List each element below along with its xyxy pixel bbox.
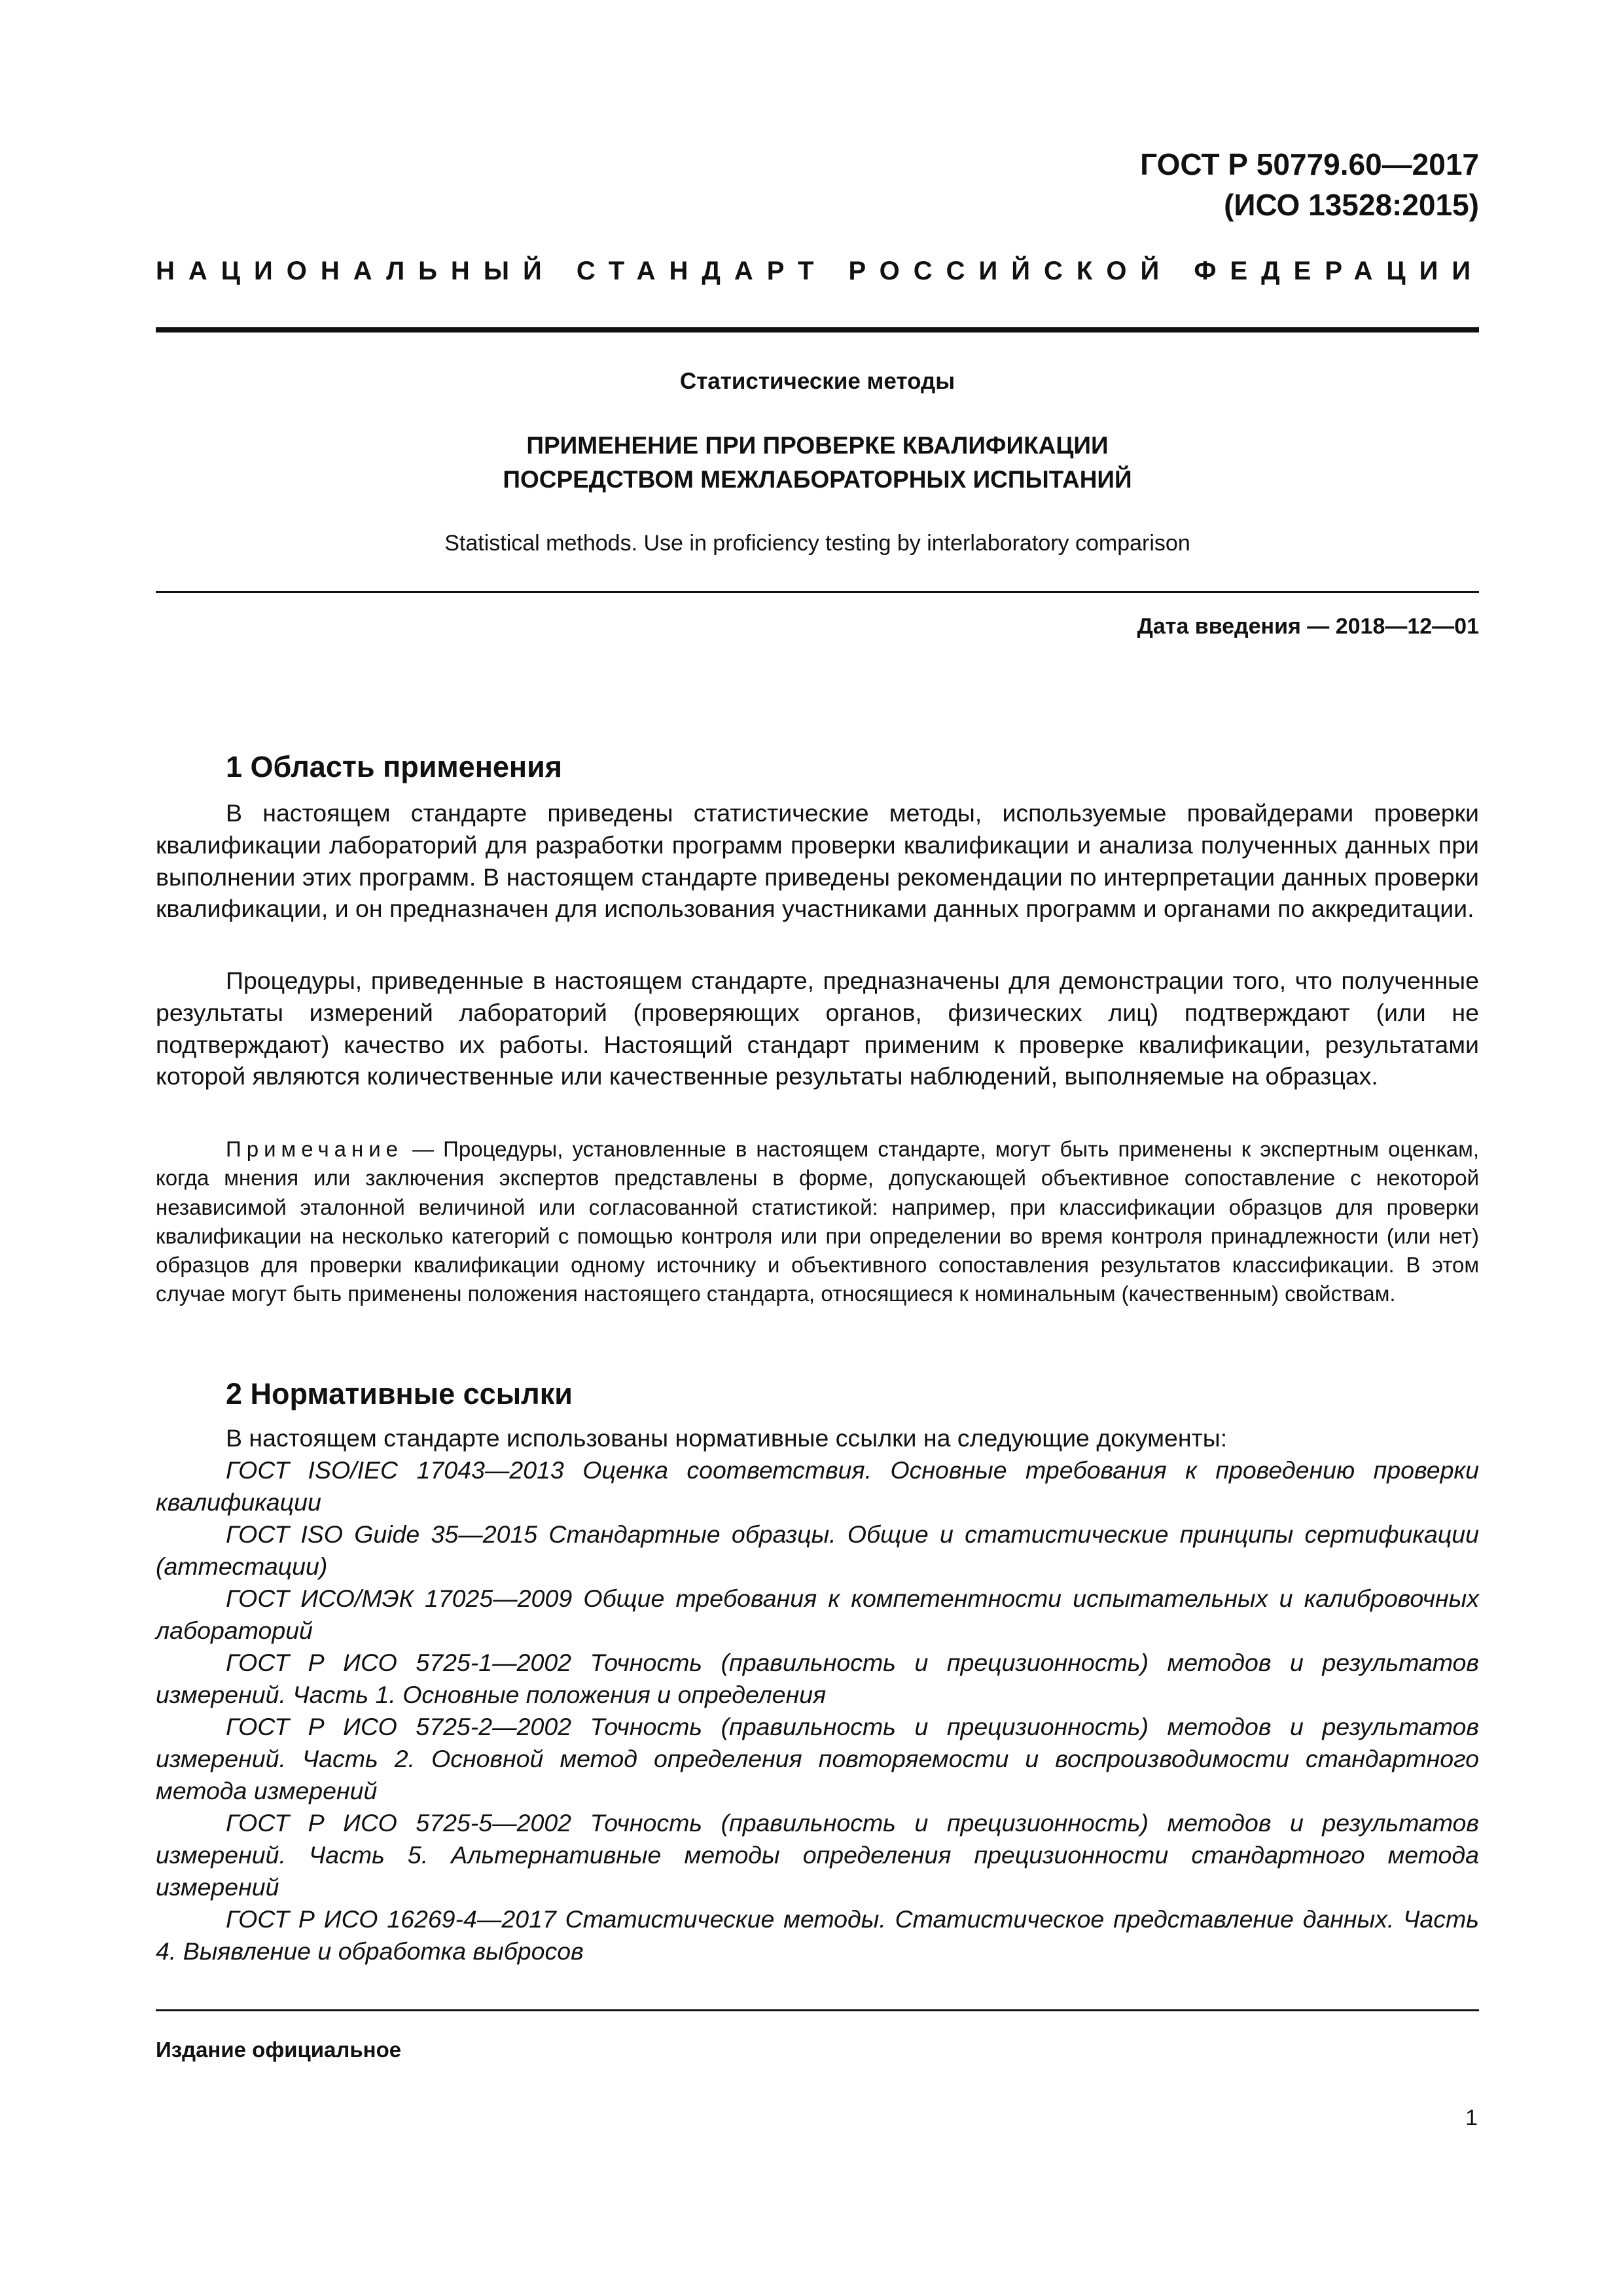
section-1-paragraph-1: В настоящем стандарте приведены статистические методы, используемые провайдерами проверки квалификации лабораторий для разработки программ проверки квалификации и анализа полученных данных при выполнении этих программ. В настоящем стандарте приведены рекомендации по интерпретации данных проверки квалификации, и он предназначен для использования участниками данных программ и органами по аккредитации. xyxy=(156,799,1479,923)
title-rule xyxy=(156,591,1479,593)
section-1-note xyxy=(156,1135,1479,1309)
standard-code: ГОСТ Р 50779.60—2017 xyxy=(1140,147,1479,181)
main-title-line-2: ПОСРЕДСТВОМ МЕЖЛАБОРАТОРНЫХ ИСПЫТАНИЙ xyxy=(503,466,1132,493)
reference-item: ГОСТ Р ИСО 5725-5—2002 Точность (правильность и прецизионность) методов и результатов измерений. Часть 5. Альтернативные методы определения прецизионности стандартного метода измерений xyxy=(156,1809,1479,1901)
iso-equivalent-code: (ИСО 13528:2015) xyxy=(1224,188,1479,222)
series-title: Статистические методы xyxy=(679,368,955,394)
header-rule xyxy=(156,327,1479,332)
reference-item: ГОСТ Р ИСО 5725-2—2002 Точность (правильность и прецизионность) методов и результатов измерений. Часть 2. Основной метод определения повторяемости и воспроизводимости стандартного метода измерений xyxy=(156,1713,1479,1804)
english-title: Statistical methods. Use in proficiency testing by interlaboratory comparison xyxy=(444,531,1190,556)
section-2-intro: В настоящем стандарте использованы нормативные ссылки на следующие документы: xyxy=(226,1424,1228,1452)
introduction-date: Дата введения — 2018—12—01 xyxy=(1137,614,1479,639)
section-1-paragraph-2: Процедуры, приведенные в настоящем стандарте, предназначены для демонстрации того, что полученные результаты измерений лабораторий (проверяющих органов, физических лиц) подтверждают (или не подтверждают) качество их работы. Настоящий стандарт применим к проверке квалификации, результатами которой являются количественные или качественные результаты наблюдений, выполняемые на образцах. xyxy=(156,967,1479,1090)
reference-item: ГОСТ Р ИСО 16269-4—2017 Статистические методы. Статистическое представление данных. Часть 4. Выявление и обработка выбросов xyxy=(156,1905,1479,1965)
note-label: Примечание xyxy=(226,1137,404,1161)
reference-item: ГОСТ ISO/IEC 17043—2013 Оценка соответствия. Основные требования к проведению проверки квалификации xyxy=(156,1456,1479,1516)
section-1-heading: 1 Область применения xyxy=(226,750,563,783)
main-title-line-1: ПРИМЕНЕНИЕ ПРИ ПРОВЕРКЕ КВАЛИФИКАЦИИ xyxy=(526,432,1109,459)
footer-rule xyxy=(156,2009,1479,2011)
reference-item: ГОСТ ISO Guide 35—2015 Стандартные образцы. Общие и статистические принципы сертификации (аттестации) xyxy=(156,1520,1479,1580)
page-number: 1 xyxy=(1465,2106,1478,2130)
reference-item: ГОСТ ИСО/МЭК 17025—2009 Общие требования к компетентности испытательных и калибровочных лабораторий xyxy=(156,1585,1479,1644)
section-2-heading: 2 Нормативные ссылки xyxy=(226,1377,573,1410)
edition-label: Издание официальное xyxy=(156,2037,402,2062)
note-text: — Процедуры, установленные в настоящем стандарте, могут быть применены к экспертным оценкам, когда мнения или заключения экспертов представлены в форме, допускающей объективное сопоставление с некоторой независимой эталонной величиной или согласованной статистикой: например, при классификации образцов для проверки квалификации на несколько категорий с помощью контроля или при определении во время контроля принадлежности (или нет) образцов для проверки квалификации одному источнику и объективного сопоставления результатов классификации. В этом случае могут быть применены положения настоящего стандарта, относящиеся к номинальным (качественным) свойствам. xyxy=(156,1137,1479,1306)
national-standard-title: НАЦИОНАЛЬНЫЙ СТАНДАРТ РОССИЙСКОЙ ФЕДЕРАЦИИ xyxy=(156,257,1485,285)
reference-item: ГОСТ Р ИСО 5725-1—2002 Точность (правильность и прецизионность) методов и результатов измерений. Часть 1. Основные положения и определения xyxy=(156,1649,1479,1708)
